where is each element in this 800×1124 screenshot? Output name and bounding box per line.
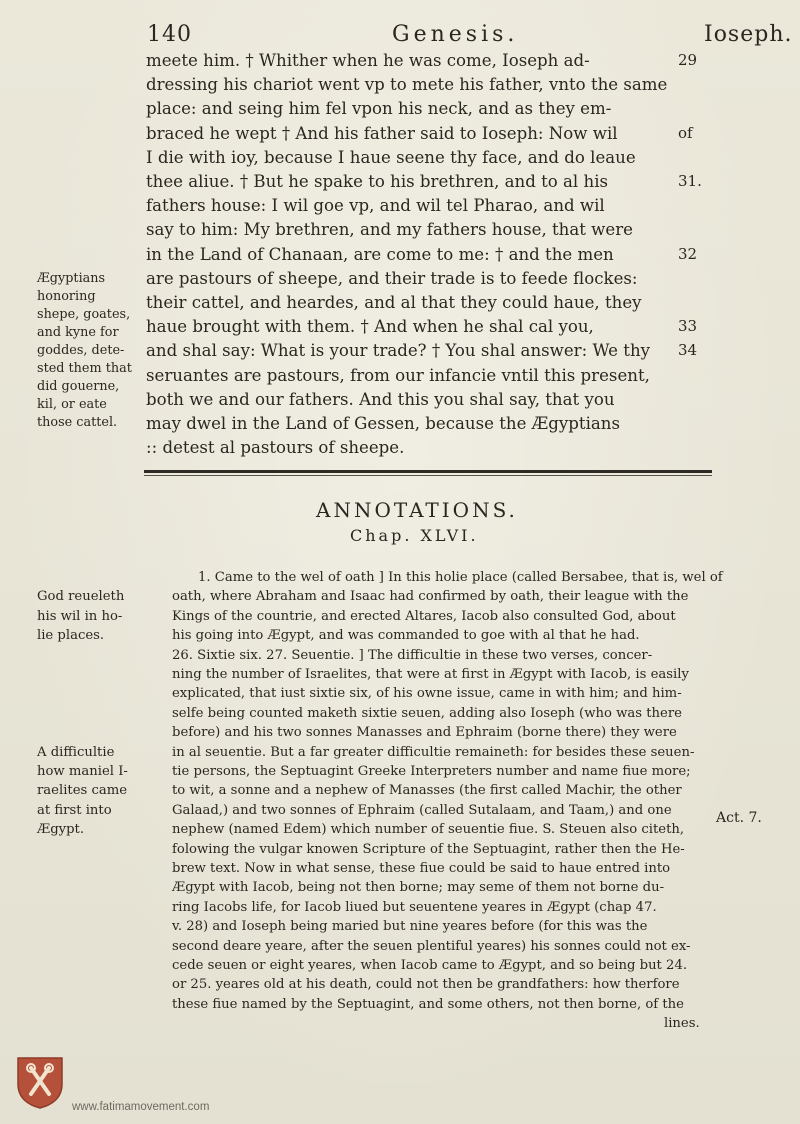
- verse-number: 34: [678, 341, 698, 360]
- annotation-margin-line: God reueleth: [37, 589, 125, 605]
- margin-note-line: Ægyptians: [37, 271, 106, 286]
- section-divider: [144, 470, 712, 473]
- margin-note-line: did gouerne,: [37, 379, 120, 394]
- annotation-margin-line: A difficultie: [37, 744, 115, 760]
- book-title: Genesis.: [392, 22, 519, 47]
- annotation-line: cede seuen or eight yeares, when Iacob came to Ægypt, and so being but 24.: [172, 958, 688, 973]
- annotation-line: tie persons, the Septuagint Greeke Interpreters number and name fiue more;: [172, 764, 691, 779]
- annotations-chapter: Chap. XLVI.: [350, 526, 479, 545]
- annotation-line: nephew (named Edem) which number of seuentie fiue. S. Steuen also citeth,: [172, 822, 685, 838]
- annotation-line: these fiue named by the Septuagint, and some others, not then borne, of the: [172, 996, 684, 1012]
- annotation-line: second deare yeare, after the seuen plentiful yeares) his sonnes could not ex-: [172, 938, 691, 954]
- text-line: dressing his chariot went vp to mete his father, vnto the same: [146, 75, 668, 95]
- text-line: haue brought with them. † And when he shal cal you,: [146, 317, 594, 337]
- annotation-line: oath, where Abraham and Isaac had confirmed by oath, their league with the: [172, 589, 689, 605]
- page-number: 140: [147, 22, 192, 47]
- text-line: thee aliue. † But he spake to his brethren, and to al his: [146, 172, 609, 191]
- annotation-line: ning the number of Israelites, that were at first in Ægypt with Iacob, is easily: [172, 667, 689, 682]
- text-line: place: and seing him fel vpon his neck, and as they em-: [146, 99, 612, 119]
- text-line: meete him. † Whither when he was come, Ioseph ad-: [146, 51, 590, 70]
- annotation-margin-line: Ægypt.: [37, 822, 85, 838]
- verse-number: 29: [678, 51, 698, 69]
- text-line: fathers house: I wil goe vp, and wil tel Pharao, and wil: [146, 196, 605, 216]
- text-line: braced he wept † And his father said to Ioseph: Now wil: [146, 123, 618, 143]
- margin-note-line: sted them that: [37, 361, 132, 376]
- text-line: both we and our fathers. And this you shal say, that you: [146, 389, 615, 409]
- margin-note-line: kil, or eate: [37, 397, 107, 412]
- text-line: in the Land of Chanaan, are come to me: † and the men: [146, 244, 614, 264]
- text-line: I die with ioy, because I haue seene thy face, and do leaue: [146, 147, 636, 167]
- website-link[interactable]: www.fatimamovement.com: [72, 1101, 210, 1113]
- annotation-line: ring Iacobs life, for Iacob liued but seuentene yeares in Ægypt (chap 47.: [172, 899, 657, 915]
- annotation-line: lines.: [664, 1016, 700, 1032]
- text-line: say to him: My brethren, and my fathers house, that were: [146, 220, 633, 240]
- text-line: are pastours of sheepe, and their trade is to feede flockes:: [146, 268, 638, 288]
- annotation-line: Kings of the countrie, and erected Altares, Iacob also consulted God, about: [172, 608, 676, 624]
- annotation-margin-line: his wil in ho-: [37, 608, 123, 624]
- annotation-line: 1. Came to the wel of oath ] In this holie place (called Bersabee, that is, wel of: [198, 570, 723, 585]
- margin-note: [37, 270, 145, 432]
- margin-note-line: goddes, dete-: [37, 343, 125, 358]
- annotation-line: his going into Ægypt, and was commanded to goe with al that he had.: [172, 628, 640, 644]
- text-line: :: detest al pastours of sheepe.: [146, 438, 405, 458]
- text-line: and shal say: What is your trade? † You shal answer: We thy: [146, 341, 651, 361]
- verse-number: 32: [678, 244, 698, 263]
- verse-number: 33: [678, 317, 698, 336]
- text-line: their cattel, and heardes, and al that they could haue, they: [146, 293, 642, 312]
- annotation-margin-line: at first into: [37, 802, 112, 818]
- annotation-line: to wit, a sonne and a nephew of Manasses (the first called Machir, the other: [172, 783, 682, 799]
- annotation-line: brew text. Now in what sense, these fiue could be said to haue entred into: [172, 861, 671, 876]
- annotation-line: in al seuentie. But a far greater difficultie remaineth: for besides these seuen-: [172, 744, 695, 760]
- verse-number: 31.: [678, 172, 702, 190]
- annotation-line: v. 28) and Ioseph being maried but nine yeares before (for this was the: [172, 919, 648, 935]
- annotations-title: ANNOTATIONS.: [316, 498, 518, 522]
- annotation-line: or 25. yeares old at his death, could not then be grandfathers: how therfore: [172, 977, 680, 993]
- publisher-seal-icon: [14, 1054, 66, 1110]
- text-line: seruantes are pastours, from our infancie vntil this present,: [146, 365, 650, 385]
- margin-note-line: and kyne for: [37, 325, 119, 340]
- margin-note-line: honoring: [37, 289, 96, 304]
- annotation-line: Galaad,) and two sonnes of Ephraim (called Sutalaam, and Taam,) and one: [172, 802, 672, 818]
- cross-reference: Act. 7.: [716, 810, 762, 826]
- verse-number: of: [678, 123, 693, 142]
- annotation-line: 26. Sixtie six. 27. Seuentie. ] The difficultie in these two verses, concer-: [172, 647, 653, 663]
- annotation-margin-line: how maniel I-: [37, 764, 128, 779]
- running-head: Ioseph.: [704, 22, 793, 47]
- margin-note-line: shepe, goates,: [37, 307, 131, 322]
- annotation-line: folowing the vulgar knowen Scripture of the Septuagint, rather then the He-: [172, 841, 685, 857]
- annotation-line: explicated, that iust sixtie six, of his owne issue, came in with him; and him-: [172, 686, 682, 702]
- annotation-margin-line: lie places.: [37, 628, 105, 644]
- annotation-line: Ægypt with Iacob, being not then borne; may seme of them not borne du-: [172, 880, 665, 896]
- margin-note-line: those cattel.: [37, 415, 118, 430]
- section-divider-thin: [144, 475, 712, 476]
- annotation-margin-line: raelites came: [37, 783, 128, 799]
- annotation-line: selfe being counted maketh sixtie seuen, adding also Ioseph (who was there: [172, 705, 682, 721]
- text-line: may dwel in the Land of Gessen, because the Ægyptians: [146, 414, 620, 433]
- annotation-line: before) and his two sonnes Manasses and Ephraim (borne there) they were: [172, 725, 677, 741]
